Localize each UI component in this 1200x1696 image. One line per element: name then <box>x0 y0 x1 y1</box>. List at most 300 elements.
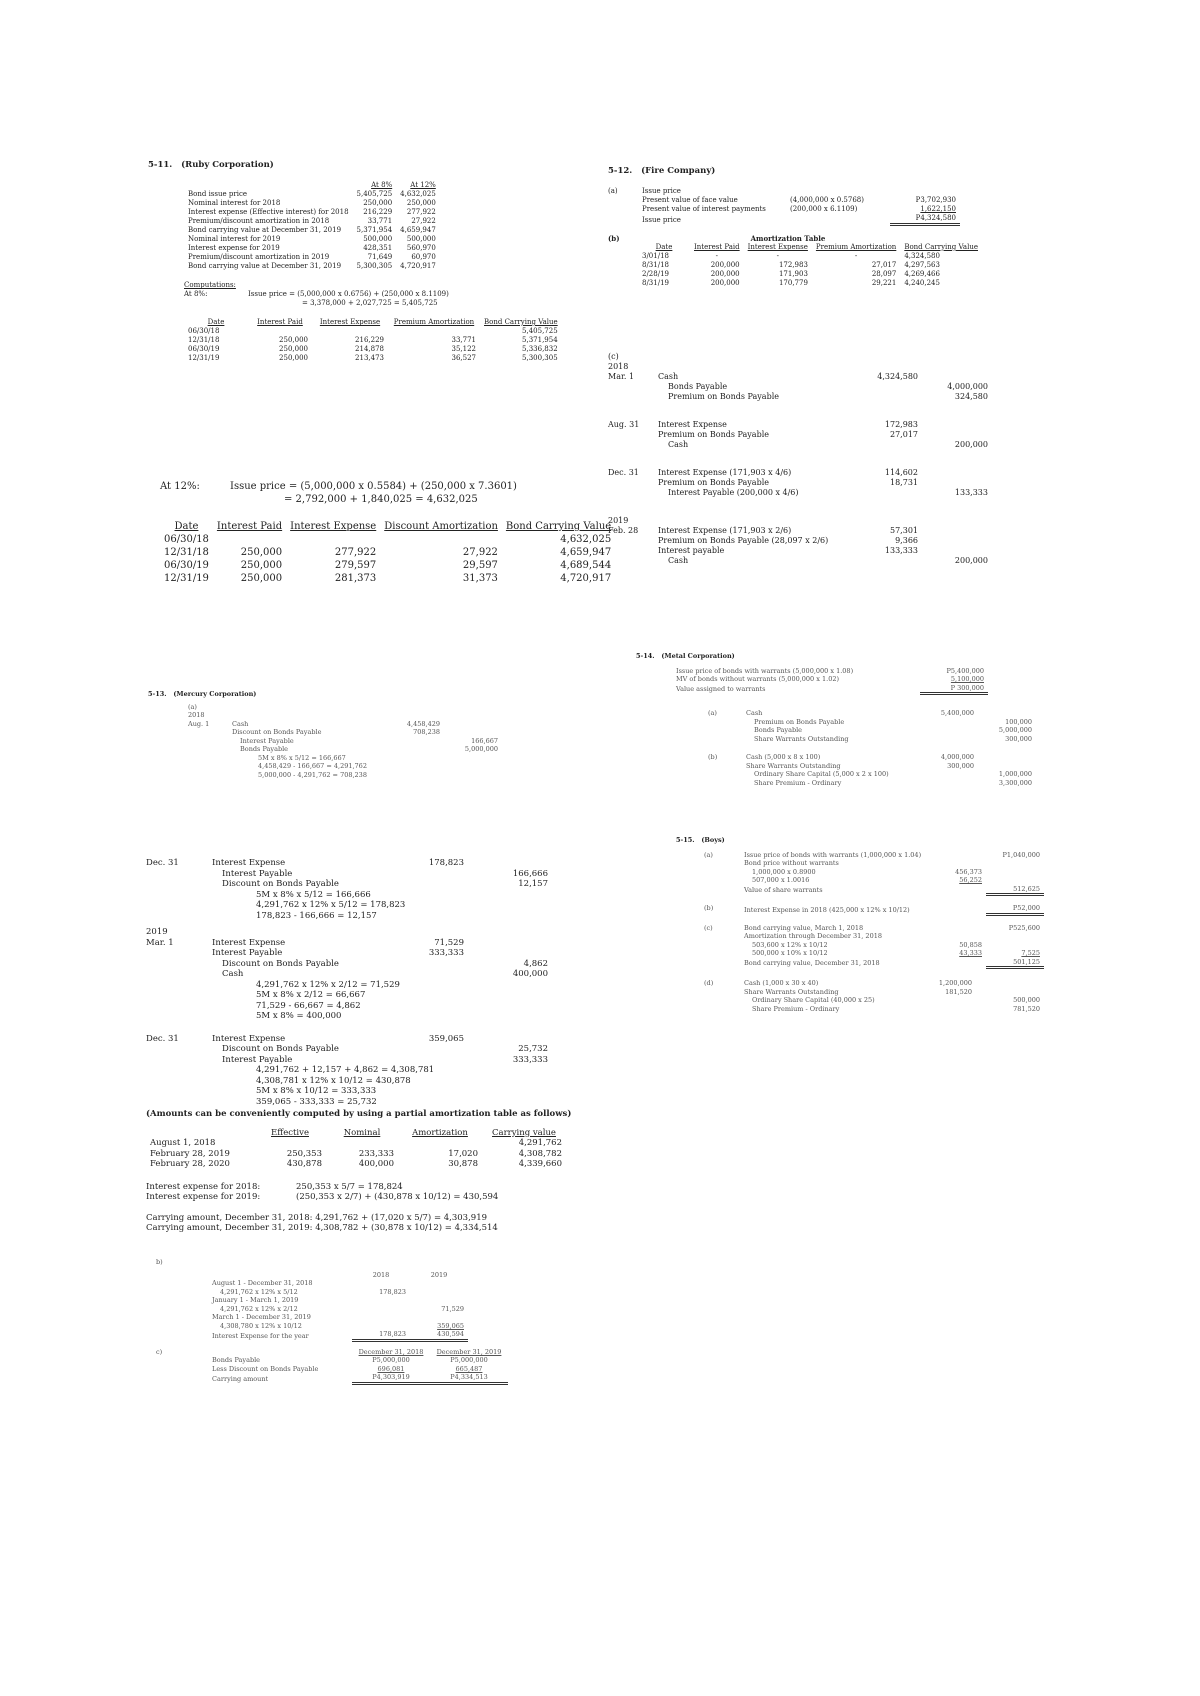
credit <box>468 938 552 949</box>
cell <box>213 533 286 546</box>
account: Interest Expense <box>212 1033 286 1044</box>
cell: 216,229 <box>363 208 393 216</box>
account: Cash <box>746 709 763 717</box>
cell: 8/31/19 <box>642 279 669 287</box>
issue-price-table <box>638 187 960 226</box>
entry-line <box>208 1044 552 1055</box>
carrying-amount-summary <box>146 1213 586 1234</box>
problem-5-12 <box>608 166 1048 288</box>
cell: 12/31/19 <box>188 354 220 362</box>
credit <box>978 709 1036 718</box>
cell: 5,300,305 <box>356 262 393 270</box>
computation-line: 5M x 8% x 10/12 = 333,333 <box>256 1086 377 1096</box>
account: Premium on Bonds Payable <box>668 392 779 401</box>
cell: 200,000 <box>710 261 740 269</box>
cell: 560,970 <box>406 244 436 252</box>
column-header: December 31, 2018 <box>358 1347 424 1356</box>
cell: P5,000,000 <box>450 1356 488 1364</box>
credit <box>922 478 992 488</box>
table-row <box>160 533 615 546</box>
credit <box>976 988 1044 997</box>
cell: P4,324,580 <box>890 214 960 225</box>
formula-line: Issue price = (5,000,000 x 0.6756) + (250,000 x 8.1109) <box>248 290 449 298</box>
cell: 430,594 <box>410 1330 468 1340</box>
debit <box>852 382 922 392</box>
cell: P1,040,000 <box>1002 850 1040 859</box>
entry-line <box>654 526 992 536</box>
credit: 4,862 <box>523 958 548 969</box>
debit <box>920 770 978 779</box>
part-a <box>708 709 1056 743</box>
entry-lines <box>654 526 992 566</box>
entry-line <box>654 546 992 556</box>
debit: 181,520 <box>945 987 972 996</box>
problem-5-12-header <box>608 166 1048 177</box>
table-row <box>672 684 988 694</box>
cell <box>938 851 986 860</box>
debit <box>920 779 978 788</box>
debit <box>852 440 922 450</box>
debit: 333,333 <box>428 948 464 958</box>
amortization-table-8pct <box>184 318 562 363</box>
cell: (200,000 x 6.1109) <box>790 205 858 213</box>
label: Interest expense for 2019: <box>146 1192 261 1202</box>
amortization-table <box>638 243 982 288</box>
interest-expense-summary <box>146 1182 586 1203</box>
part-label: (a) <box>608 187 618 195</box>
computation-line: 4,291,762 + 12,157 + 4,862 = 4,308,781 <box>256 1065 435 1075</box>
credit <box>922 430 992 440</box>
table-row <box>160 559 615 572</box>
table-row <box>638 205 960 214</box>
entry-line <box>740 1005 1044 1014</box>
debit: 71,529 <box>434 937 464 948</box>
table-row <box>672 675 988 684</box>
column-header: Premium Amortization <box>815 243 897 251</box>
entry-line <box>654 478 992 488</box>
part-c <box>704 924 1076 970</box>
carrying-line: Carrying amount, December 31, 2019: 4,308,782 + (30,878 x 10/12) = 4,334,514 <box>146 1223 498 1233</box>
account: Cash <box>668 556 689 565</box>
credit: 12,157 <box>518 879 548 889</box>
partial-amortization-table <box>146 1128 566 1170</box>
entry-line <box>208 959 552 970</box>
cell: 27,922 <box>462 547 498 558</box>
cell: 200,000 <box>710 270 740 278</box>
cell: 178,823 <box>352 1330 410 1340</box>
cell: Value of share warrants <box>744 886 823 894</box>
cell: 507,000 x 1.0016 <box>752 876 810 884</box>
entry-line <box>654 420 992 430</box>
cell: 36,527 <box>451 354 476 362</box>
entry-line <box>742 753 1036 762</box>
cell: 1,000,000 x 0.8900 <box>752 867 816 876</box>
cell: Bond price without warrants <box>744 859 839 867</box>
cell: Issue price of bonds with warrants (5,000,000 x 1.08) <box>676 666 854 675</box>
account: Share Warrants Outstanding <box>744 987 839 996</box>
cell: 172,983 <box>778 261 808 269</box>
debit <box>852 488 922 498</box>
cell <box>986 868 1044 877</box>
cell: Bonds Payable <box>212 1356 261 1364</box>
account: Interest Payable <box>222 1054 293 1065</box>
entry-date: Dec. 31 <box>146 858 179 868</box>
entry-line <box>208 948 552 959</box>
table-row <box>740 904 1044 914</box>
cell: 50,858 <box>959 940 982 949</box>
table-row <box>638 214 960 225</box>
column-header: December 31, 2019 <box>436 1347 502 1356</box>
account: Ordinary Share Capital (40,000 x 25) <box>752 996 875 1004</box>
column-header: Bond Carrying Value <box>505 521 612 532</box>
account: Interest Payable <box>222 868 293 879</box>
table-row <box>184 327 562 336</box>
account: Premium on Bonds Payable <box>658 478 769 487</box>
credit: 4,000,000 <box>947 382 988 391</box>
year-label: 2018 <box>608 362 629 371</box>
debit: 300,000 <box>947 761 974 770</box>
part-label: (c) <box>608 352 619 361</box>
table-row <box>740 885 1044 895</box>
table-row <box>184 345 562 354</box>
problem-title: (Boys) <box>701 836 725 844</box>
table-row <box>208 1373 508 1383</box>
cell: 56,252 <box>959 876 982 884</box>
problem-5-11-header <box>148 160 568 171</box>
journal-entry <box>608 420 1048 450</box>
credit: 3,300,000 <box>998 778 1032 787</box>
cell: 200,000 <box>710 279 740 287</box>
table-row <box>184 235 440 244</box>
account: Discount on Bonds Payable <box>232 728 322 736</box>
cell: 250,000 <box>240 573 283 584</box>
cell: 250,000 <box>279 354 308 362</box>
cell: 4,339,660 <box>518 1159 562 1169</box>
entry-date: Mar. 1 <box>608 372 635 381</box>
entry-line <box>654 536 992 546</box>
column-header: At 12% <box>410 181 436 189</box>
table-row <box>208 1322 468 1331</box>
credit <box>444 720 502 729</box>
cell: Less Discount on Bonds Payable <box>212 1364 319 1373</box>
cell: Carrying amount <box>212 1374 269 1383</box>
cell <box>890 187 960 196</box>
table-title: Amortization Table <box>750 234 826 243</box>
debit: 27,017 <box>890 430 918 439</box>
cell: P4,303,919 <box>352 1373 430 1383</box>
cell: 250,000 <box>363 199 393 207</box>
cell: Value assigned to warrants <box>676 685 766 693</box>
entry-lines <box>228 720 502 754</box>
computation-line: 4,291,762 x 12% x 5/12 = 178,823 <box>256 900 406 910</box>
cell <box>410 1288 468 1297</box>
credit <box>922 536 992 546</box>
cell: - <box>715 252 718 260</box>
part-label: (b) <box>708 753 718 761</box>
entry-line <box>654 468 992 478</box>
cell: 216,229 <box>355 336 384 344</box>
table-row <box>208 1330 468 1340</box>
cell: 430,878 <box>286 1159 322 1169</box>
rate-label: At 12%: <box>160 481 200 492</box>
column-header <box>146 1128 254 1139</box>
cell <box>352 1279 410 1288</box>
cell: 5,405,725 <box>522 327 558 335</box>
entry-line <box>742 735 1036 744</box>
credit: 166,667 <box>471 736 498 745</box>
entry-line <box>654 556 992 566</box>
account: Discount on Bonds Payable <box>222 958 339 969</box>
column-header: Interest Expense <box>319 318 381 326</box>
cell <box>410 1296 468 1305</box>
problem-5-12-c <box>608 352 1048 566</box>
formula-line: = 3,378,000 + 2,027,725 = 5,405,725 <box>302 299 438 307</box>
entry-line <box>228 728 502 737</box>
cell: 4,720,917 <box>560 573 612 584</box>
amortization-table-12pct <box>160 520 615 585</box>
entry-line <box>228 737 502 746</box>
table-row <box>740 941 1044 950</box>
cell: Amortization through December 31, 2018 <box>744 932 882 940</box>
entry-line <box>742 779 1036 788</box>
cell: Issue price <box>642 215 681 224</box>
cell: 512,625 <box>986 885 1044 895</box>
cell: 4,632,025 <box>400 190 436 198</box>
entry-date: Feb. 28 <box>608 526 639 535</box>
account: Interest Payable <box>212 948 283 958</box>
value: 250,353 x 5/7 = 178,824 <box>296 1181 403 1192</box>
part-label: (d) <box>704 979 714 987</box>
cell: 4,291,762 x 12% x 2/12 <box>220 1304 298 1313</box>
account: Cash <box>658 372 679 381</box>
credit: 5,000,000 <box>464 745 498 753</box>
account: Interest Expense (171,903 x 2/6) <box>658 526 792 535</box>
cell: 456,373 <box>955 867 982 876</box>
cell: 43,333 <box>959 949 982 957</box>
entry-line <box>742 709 1036 718</box>
debit <box>918 1005 976 1014</box>
cell <box>938 924 986 933</box>
cell: 665,487 <box>455 1364 483 1373</box>
debit: 178,823 <box>428 858 464 868</box>
cell: 27,017 <box>871 261 897 269</box>
cell: 1,622,150 <box>920 205 956 213</box>
table-row <box>638 196 960 205</box>
journal-entry <box>608 468 1048 498</box>
cell: 2/28/19 <box>642 270 669 278</box>
entry-line <box>208 938 552 949</box>
value: (250,353 x 2/7) + (430,878 x 10/12) = 430,594 <box>296 1192 499 1202</box>
cell: (4,000,000 x 0.5768) <box>790 196 864 204</box>
cell: P4,334,513 <box>430 1373 508 1383</box>
cell <box>938 932 986 941</box>
credit <box>976 979 1044 988</box>
cell: Issue price <box>642 187 681 195</box>
cell: Issue price of bonds with warrants (1,000,000 x 1.04) <box>744 850 922 859</box>
cell: 4,659,947 <box>560 547 612 558</box>
entry-lines <box>740 904 1044 916</box>
cell: February 28, 2019 <box>150 1148 230 1159</box>
table-row <box>638 187 960 196</box>
cell <box>286 533 380 546</box>
column-header: Amortization <box>412 1127 468 1138</box>
account: Discount on Bonds Payable <box>222 879 339 889</box>
problem-5-14-header <box>636 652 1056 661</box>
computation-line: 5M x 8% x 2/12 = 66,667 <box>256 990 366 1000</box>
column-header: Effective <box>270 1127 309 1138</box>
cell: 4,720,917 <box>400 262 436 270</box>
credit: 781,520 <box>1013 1004 1040 1013</box>
cell: 3/01/18 <box>642 252 669 260</box>
computation-line: 5M x 8% x 5/12 = 166,666 <box>256 889 371 900</box>
cell: 33,771 <box>367 217 393 225</box>
entry-line <box>742 718 1036 727</box>
row-label: Nominal interest for 2018 <box>188 199 281 207</box>
cell: 29,221 <box>871 279 897 287</box>
cell <box>938 859 986 868</box>
part-label: (a) <box>188 702 197 711</box>
at-12-section <box>160 480 612 585</box>
entry-line <box>228 720 502 729</box>
problem-title: (Mercury Corporation) <box>173 690 257 698</box>
column-header: Discount Amortization <box>384 521 498 532</box>
table-row <box>740 851 1044 860</box>
entry-lines <box>654 420 992 450</box>
credit: 200,000 <box>954 440 988 449</box>
cell: 503,600 x 12% x 10/12 <box>752 940 828 949</box>
entry-date: Aug. 31 <box>608 420 640 429</box>
debit <box>386 745 444 754</box>
debit: 133,333 <box>884 546 918 555</box>
credit: 100,000 <box>1005 717 1032 726</box>
year-label: 2019 <box>146 927 168 937</box>
cell: 4,632,025 <box>560 534 612 545</box>
debit: 708,238 <box>413 728 440 736</box>
credit <box>922 526 992 536</box>
debit <box>406 869 468 880</box>
entry-date: Dec. 31 <box>608 468 639 477</box>
problem-5-11 <box>148 160 568 363</box>
debit: 114,602 <box>884 468 918 477</box>
cell: 17,020 <box>448 1148 478 1159</box>
debit: 172,983 <box>884 420 918 429</box>
entry-lines <box>742 709 1036 743</box>
cell: 4,240,245 <box>904 279 940 287</box>
account: Cash <box>668 440 689 449</box>
entry-date: Aug. 1 <box>188 719 210 728</box>
table-row <box>208 1356 508 1365</box>
computation-line: 4,291,762 x 12% x 2/12 = 71,529 <box>256 979 400 990</box>
credit: 333,333 <box>512 1054 548 1065</box>
debit: 57,301 <box>890 526 918 535</box>
debit: 4,324,580 <box>877 372 918 381</box>
part-a <box>608 187 1048 226</box>
column-header: At 8% <box>371 181 393 189</box>
cell: 501,125 <box>986 958 1044 968</box>
entry-lines <box>208 938 552 980</box>
debit: 4,458,429 <box>406 719 440 728</box>
problem-title: (Fire Company) <box>641 166 716 176</box>
column-header: Date <box>174 521 199 532</box>
cell: 5,300,305 <box>522 354 558 362</box>
cell: 06/30/18 <box>164 534 209 545</box>
entry-line <box>208 858 552 869</box>
column-header: Interest Expense <box>747 243 808 251</box>
table-row <box>184 190 440 199</box>
account: Interest payable <box>658 546 725 555</box>
summary-table <box>184 181 440 271</box>
cell: 71,649 <box>367 253 393 261</box>
entry-lines <box>208 858 552 890</box>
credit: 400,000 <box>512 969 548 979</box>
account: Cash <box>222 969 244 979</box>
credit: 324,580 <box>954 392 988 401</box>
account: Share Warrants Outstanding <box>746 761 841 770</box>
carrying-amount-table <box>208 1348 508 1385</box>
cell: 33,771 <box>451 336 476 344</box>
table-row <box>208 1313 468 1322</box>
cell <box>938 958 986 968</box>
cell: 06/30/18 <box>188 327 220 335</box>
cell: 696,081 <box>377 1364 405 1373</box>
credit <box>978 753 1036 762</box>
debit: 5,400,000 <box>940 709 974 717</box>
cell <box>388 327 480 336</box>
cell <box>986 932 1044 941</box>
credit: 300,000 <box>1005 734 1032 743</box>
cell: 4,308,782 <box>518 1148 562 1159</box>
cell: March 1 - December 31, 2019 <box>212 1313 311 1321</box>
table-row <box>740 932 1044 941</box>
table-row <box>160 546 615 559</box>
cell: 4,308,780 x 12% x 10/12 <box>220 1321 302 1330</box>
table-row <box>160 572 615 585</box>
debit: 18,731 <box>890 478 918 487</box>
cell <box>352 1305 410 1314</box>
cell: 250,000 <box>406 199 436 207</box>
row-label: Interest expense (Effective interest) for 2018 <box>188 208 349 216</box>
journal-entry <box>608 372 1048 402</box>
cell: P52,000 <box>986 904 1044 914</box>
column-header: Premium Amortization <box>393 318 475 326</box>
cell: 4,659,947 <box>400 226 436 234</box>
cell: 178,823 <box>379 1287 406 1296</box>
cell: P5,400,000 <box>946 666 984 675</box>
entry-lines <box>654 372 992 402</box>
part-label: b) <box>156 1258 163 1266</box>
entry-date: Mar. 1 <box>146 937 174 948</box>
cell: 8/31/18 <box>642 261 669 269</box>
cell: 250,000 <box>279 345 308 353</box>
table-row <box>740 868 1044 877</box>
cell: 7,525 <box>1021 949 1040 957</box>
cell <box>986 941 1044 950</box>
debit: 9,366 <box>895 536 918 545</box>
computation-line: 5,000,000 - 4,291,762 = 708,238 <box>258 770 367 779</box>
entry-line <box>742 726 1036 735</box>
row-label: Bond carrying value at December 31, 2019 <box>188 226 342 234</box>
cell: Bond carrying value, March 1, 2018 <box>744 923 864 932</box>
table-row <box>146 1149 566 1160</box>
table-row <box>184 253 440 262</box>
cell: 250,000 <box>240 547 283 558</box>
entry-line <box>654 430 992 440</box>
cell: 500,000 <box>363 235 393 243</box>
table-row <box>184 244 440 253</box>
row-label: Bond issue price <box>188 190 248 198</box>
cell: 233,333 <box>358 1148 394 1159</box>
debit <box>918 996 976 1005</box>
